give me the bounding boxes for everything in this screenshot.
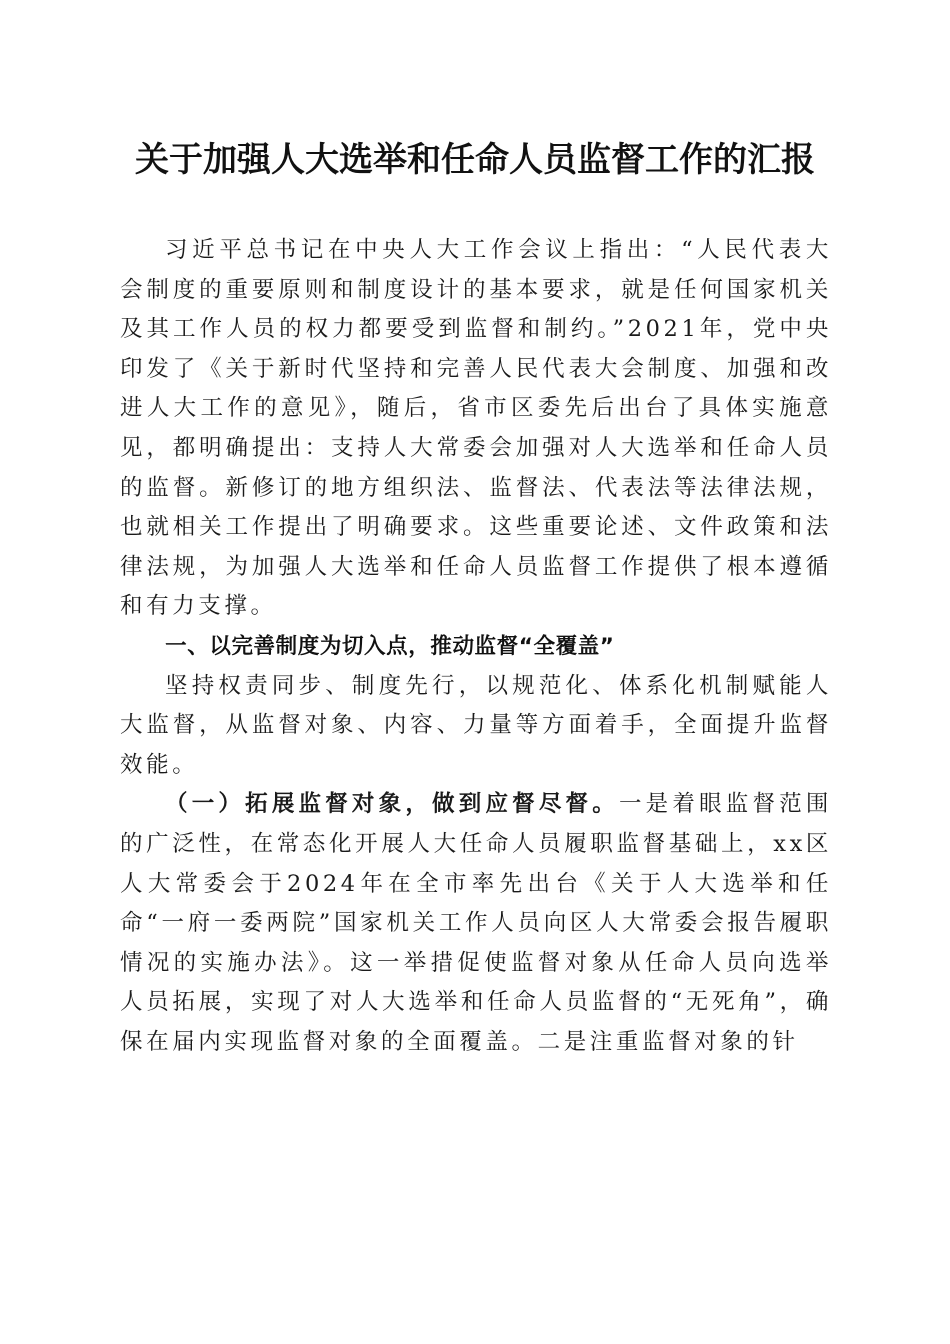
document-body <box>120 231 832 1062</box>
intro-paragraph: 习近平总书记在中央人大工作会议上指出：“人民代表大会制度的重要原则和制度设计的基本要求，就是任何国家机关及其工作人员的权力都要受到监督和制约。”2021年，党中央印发了《关于新时代坚持和完善人民代表大会制度、加强和改进人大工作的意见》，随后，省市区委先后出台了具体实施意见，都明确提出：支持人大常委会加强对人大选举和任命人员的监督。新修订的地方组织法、监督法、代表法等法律法规，也就相关工作提出了明确要求。这些重要论述、文件政策和法律法规，为加强人大选举和任命人员监督工作提供了根本遵循和有力支撑。 <box>120 237 832 620</box>
subsection-1-paragraph <box>120 785 832 1062</box>
section-1-heading: 一、以完善制度为切入点，推动监督“全覆盖” <box>165 633 615 659</box>
subsection-1-heading: （一）拓展监督对象，做到应督尽督。 <box>165 791 619 818</box>
document-title: 关于加强人大选举和任命人员监督工作的汇报 <box>135 140 815 180</box>
subsection-1-text: 一是着眼监督范围的广泛性，在常态化开展人大任命人员履职监督基础上，xx区人大常委会于2024年在全市率先出台《关于人大选举和任命“一府一委两院”国家机关工作人员向区人大常委会报告履职情况的实施办法》。这一举措促使监督对象从任命人员向选举人员拓展，实现了对人大选举和任命人员监督的“无死角”，确保在届内实现监督对象的全面覆盖。二是注重监督对象的针 <box>120 791 832 1055</box>
section-1-paragraph: 坚持权责同步、制度先行，以规范化、体系化机制赋能人大监督，从监督对象、内容、力量等方面着手，全面提升监督效能。 <box>120 672 832 778</box>
